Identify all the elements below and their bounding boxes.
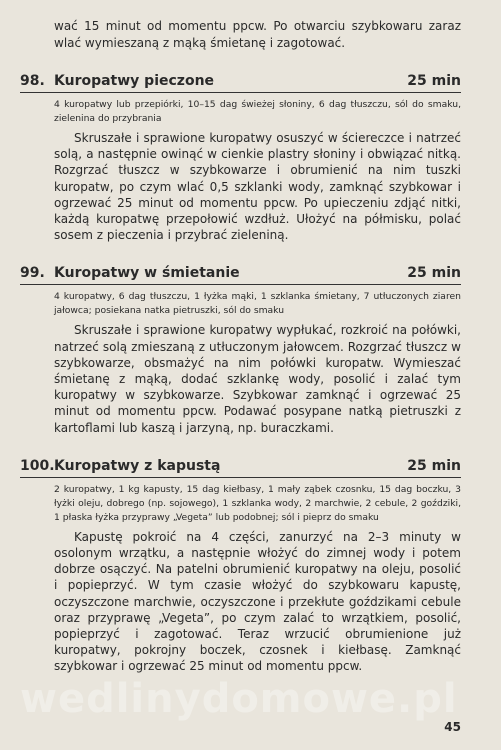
page-number: 45 (444, 720, 461, 734)
recipe-number: 100. (20, 457, 55, 474)
recipe-steps: Kapustę pokroić na 4 części, zanurzyć na 2–3 minuty w osolonym wrzątku, a następnie włożyć do zimnej wody i potem dobrze osączyć. Na patelni obrumienić kuropatwy na oleju, posolić i popieprzyć. W tym czasie włożyć do szybkowaru kapustę, oczyszczone marchwie, oczyszczone i przekłute goździkami cebule oraz przyprawę „Vegeta”, po czym zalać to wrzątkiem, posolić, popieprzyć i zagotować. Teraz wrzucić obrumienione już kuropatwy, pokrojny boczek, czosnek i kiełbasę. Zamknąć szybkowar i ogrzewać 25 minut od momentu ppcw. (54, 529, 461, 674)
recipe-98 (20, 73, 461, 243)
recipe-number: 98. (20, 73, 45, 89)
recipe-steps: Skruszałe i sprawione kuropatwy wypłukać, rozkroić na połówki, natrzeć solą zmieszaną z utłuczonym jałowcem. Rozgrzać tłuszcz w szybkowarze, obsmażyć na nim połówki kuropatw. Wymieszać śmietanę z mąką, dodać szklankę wody, posolić i zalać tym kuropatwy w szybkowarze. Szybkowar zamknąć i ogrzewać 25 minut od momentu ppcw. Podawać posypane natką pietruszki z kartoflami lub kaszą i jarzyną, np. buraczkami. (54, 323, 461, 435)
recipe-time: 25 min (407, 73, 461, 89)
recipe-number: 99. (20, 265, 45, 282)
recipe-100 (20, 458, 461, 675)
recipe-header (20, 265, 461, 285)
recipe-title: Kuropatwy pieczone (54, 73, 215, 89)
recipe-title: Kuropatwy z kapustą (54, 457, 221, 474)
recipe-99 (20, 265, 461, 435)
recipe-time: 25 min (407, 265, 461, 282)
recipe-header (20, 458, 461, 478)
recipe-time: 25 min (407, 457, 461, 474)
recipe-ingredients: 4 kuropatwy, 6 dag tłuszczu, 1 łyżka mąki, 1 szklanka śmietany, 7 utłuczonych ziaren jałowca; posiekana natka pietruszki, sól do smaku (54, 291, 461, 317)
intro-paragraph: wać 15 minut od momentu ppcw. Po otwarciu szybkowaru zaraz wlać wymieszaną z mąką śmietanę i zagotować. (54, 19, 461, 50)
watermark: wedlinydomowe.pl (20, 676, 458, 722)
recipe-title: Kuropatwy w śmietanie (54, 265, 240, 282)
recipe-steps: Skruszałe i sprawione kuropatwy osuszyć w ściereczce i natrzeć solą, a następnie owinąć w cienkie plastry słoniny i obwiązać nitką. Rozgrzać tłuszcz w szybkowarze i obrumienić na nim tuszki kuropatw, po czym wlać 0,5 szklanki wody, zamknąć szybkowar i ogrzewać 25 minut od momentu ppcw. Po upieczeniu zdjąć nitki, każdą kuropatwę przepołowić wzdłuż. Ułożyć na półmisku, polać sosem z pieczenia i przybrać zieleniną. (54, 131, 461, 243)
recipe-ingredients: 4 kuropatwy lub przepiórki, 10–15 dag świeżej słoniny, 6 dag tłuszczu, sól do smaku, zielenina do przybrania (54, 99, 461, 124)
recipe-header (20, 73, 461, 93)
recipe-ingredients: 2 kuropatwy, 1 kg kapusty, 15 dag kiełbasy, 1 mały ząbek czosnku, 15 dag boczku, 3 łyżki oleju, dobrego (np. sojowego), 1 szklanka wody, 2 marchwie, 2 cebule, 2 goździki, 1 płaska łyżka przyprawy „Vegeta” lub podobnej; sól i pieprz do smaku (54, 483, 461, 523)
